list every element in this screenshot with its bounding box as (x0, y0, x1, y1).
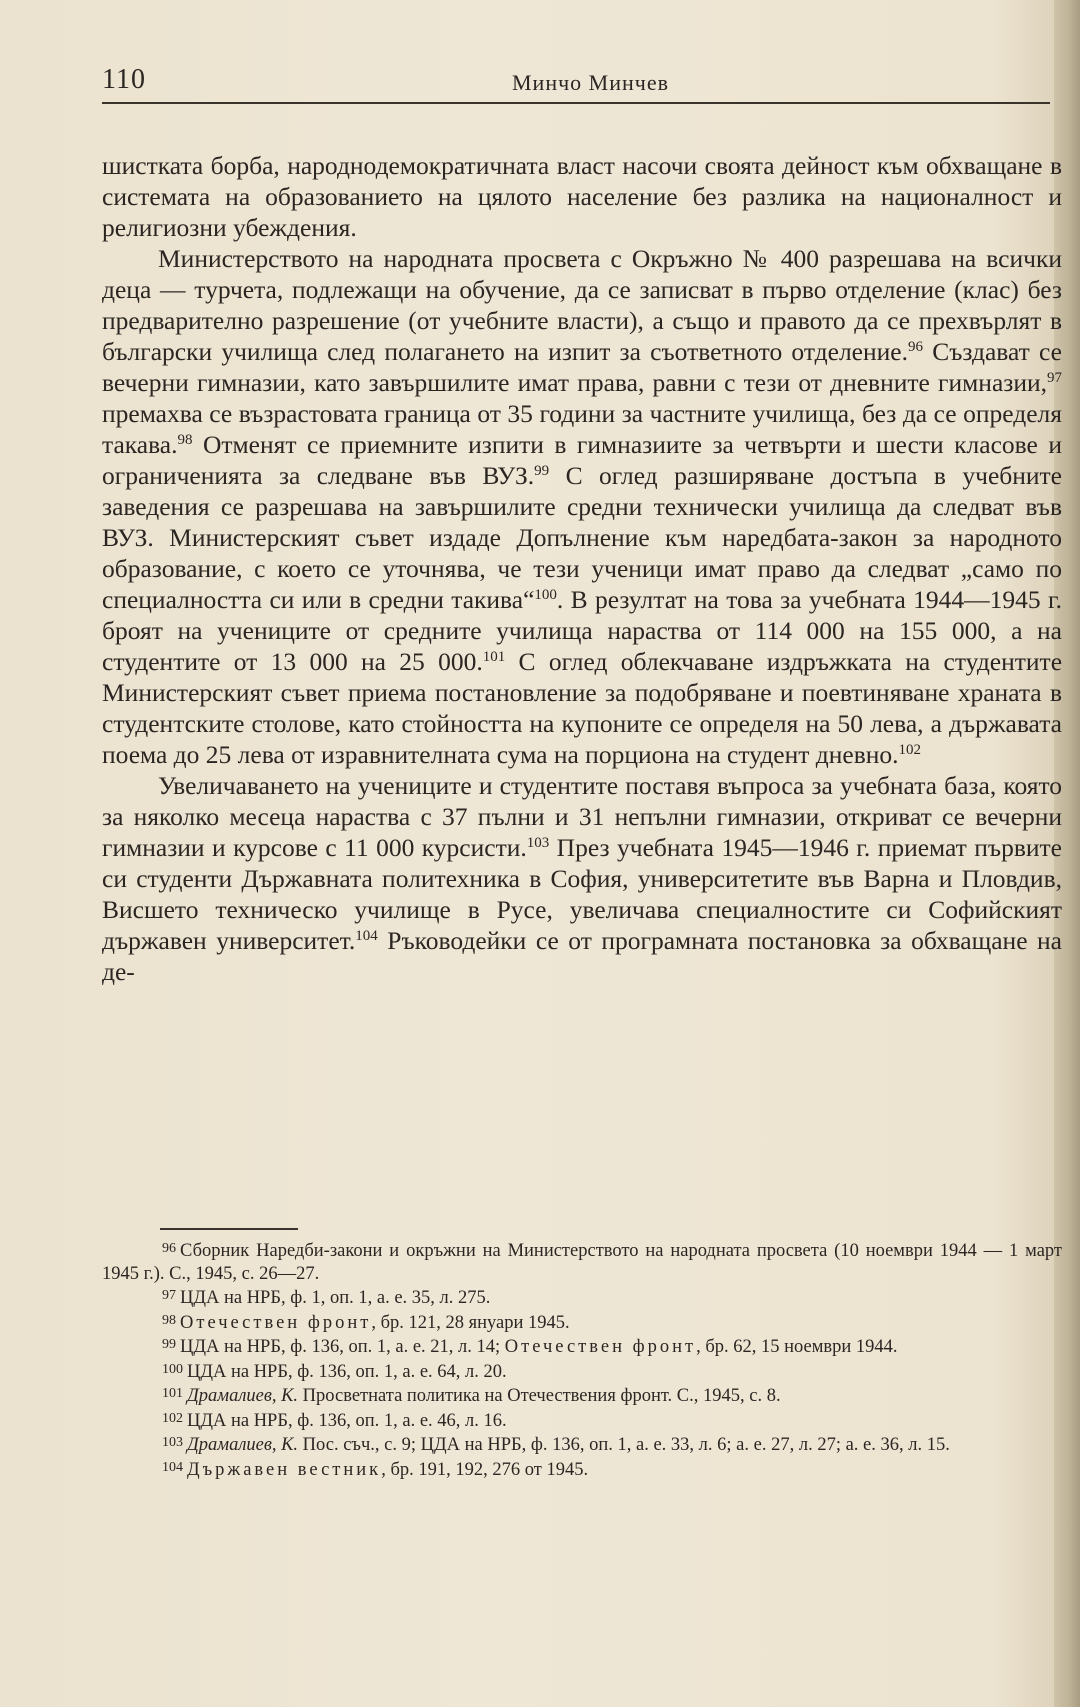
footnote-text: ЦДА на НРБ, ф. 136, оп. 1, а. е. 21, л. 14; (180, 1337, 505, 1357)
footnote-100 (102, 1359, 1062, 1384)
footnote-text: ЦДА на НРБ, ф. 136, оп. 1, а. е. 46, л. 16. (187, 1410, 507, 1431)
footnote-103 (102, 1432, 1062, 1457)
footnote-author: Драмалиев, К. (187, 1386, 299, 1406)
footnote-number: 98 (162, 1312, 176, 1328)
page-number: 110 (102, 64, 146, 95)
footnote-101 (102, 1383, 1062, 1408)
footnote-ref-103[interactable]: 103 (526, 835, 550, 851)
footnote-ref-99[interactable]: 99 (534, 463, 550, 479)
footnote-source-title: Отечествен фронт (504, 1337, 697, 1357)
page-header (102, 64, 1054, 104)
footnote-text: , бр. 62, 15 ноември 1944. (696, 1337, 898, 1357)
footnote-ref-104[interactable]: 104 (355, 928, 378, 944)
paragraph-2-text-c: премахва се възрастовата граница от 35 години за частните училища, без да се определя такава. (102, 399, 1062, 459)
footnote-source-title: Държавен вестник (187, 1459, 382, 1480)
footnote-number: 96 (162, 1241, 176, 1256)
footnote-96 (102, 1238, 1062, 1285)
footnotes (102, 1238, 1062, 1481)
footnote-text: Просветната политика на Отечествения фронт. С., 1945, с. 8. (298, 1386, 781, 1406)
paragraph-2-text-e: С оглед разширяване достъпа в учебните заведения се разрешава на завършилите средни технически училища да следват във ВУЗ. Министерският съвет издаде Допълнение към наредбата-закон за народното образование, с което се уточнява, че тези ученици имат право да следват „само по специалността си или в средни такива“ (102, 461, 1062, 614)
footnote-ref-98[interactable]: 98 (177, 432, 193, 448)
paragraph-2-text-d: Отменят се приемните изпити в гимназиите за четвърти и шести класове и ограниченията за следване във ВУЗ. (102, 430, 1062, 490)
paragraph-3-text-a: Увеличаването на учениците и студентите поставя въпроса за учебната база, която за няколко месеца нараства с 37 пълни и 31 непълни гимназии, откриват се вечерни гимназии и курсове с 11 000 курсисти. (102, 771, 1062, 862)
footnote-ref-97[interactable]: 97 (1047, 370, 1062, 386)
footnote-text: , бр. 121, 28 януари 1945. (371, 1312, 570, 1333)
footnote-author: Драмалиев, К. (187, 1435, 299, 1455)
paragraph-2 (102, 243, 1062, 770)
paragraph-2-text-g: С оглед облекчаване издръжката на студентите Министерският съвет приема постановление за подобряване и поевтиняване храната в студентските столове, като стойността на купоните се определя на 50 лева, а държавата поема до 25 лева от изравнителната сума на порциона на студент дневно. (102, 647, 1063, 769)
paragraph-3-text-b: През учебната 1945—1946 г. приемат първите си студенти Държавната политехника в София, университетите във Варна и Пловдив, Висшето техническо училище в Русе, увеличава специалностите си Софийският държавен университет. (102, 833, 1062, 955)
footnote-ref-96[interactable]: 96 (907, 339, 923, 355)
paragraph-3 (102, 770, 1062, 987)
paragraph-2-text-a: Министерството на народната просвета с Окръжно № 400 разрешава на всички деца — турчета, подлежащи на обучение, да се записват в първо отделение (клас) без предварително разрешение (от учебните власти), а също и правото да се прехвърлят в български училища след полагането на изпит за съответното отделение. (102, 244, 1062, 366)
footnote-source-title: Отечествен фронт (180, 1312, 372, 1333)
header-rule (102, 102, 1050, 104)
footnote-ref-102[interactable]: 102 (898, 742, 922, 758)
footnote-number: 103 (162, 1435, 183, 1450)
paragraph-1 (102, 150, 1062, 243)
footnote-text: ЦДА на НРБ, ф. 1, оп. 1, а. е. 35, л. 275. (180, 1288, 491, 1308)
paragraph-3-text-c: Ръководейки се от програмната постановка за обхващане на де- (102, 926, 1063, 986)
footnote-rule (160, 1228, 298, 1230)
running-head: Минчо Минчев (512, 70, 669, 95)
footnote-ref-100[interactable]: 100 (534, 587, 557, 603)
footnote-ref-101[interactable]: 101 (482, 649, 506, 665)
footnote-number: 101 (162, 1386, 183, 1401)
footnote-number: 104 (162, 1459, 183, 1475)
footnote-99 (102, 1334, 1062, 1359)
footnote-104 (102, 1457, 1062, 1482)
footnote-text: , бр. 191, 192, 276 от 1945. (381, 1459, 589, 1480)
paragraph-2-text-f: . В резултат на това за учебната 1944—1945 г. броят на учениците от средните училища нараства от 114 000 на 155 000, а на студентите от 13 000 на 25 000. (102, 585, 1062, 676)
footnote-98 (102, 1310, 1062, 1335)
footnote-102 (102, 1408, 1062, 1433)
footnote-number: 100 (162, 1361, 183, 1377)
footnote-text: Пос. съч., с. 9; ЦДА на НРБ, ф. 136, оп. 1, а. е. 33, л. 6; а. е. 27, л. 27; а. е. 36, л. 15. (298, 1435, 950, 1455)
footnote-97 (102, 1285, 1062, 1310)
paragraph-1-text: шистката борба, народнодемократичната власт насочи своята дейност към обхващане в системата на образованието на цялото население без разлика на националност и религиозни убеждения. (102, 151, 1062, 242)
paragraph-2-text-b: Създават се вечерни гимназии, като завършилите имат права, равни с тези от дневните гимназии, (102, 337, 1062, 397)
body-text (102, 150, 1062, 987)
footnote-number: 99 (162, 1337, 176, 1352)
footnote-number: 102 (162, 1410, 183, 1426)
footnote-number: 97 (162, 1288, 176, 1303)
footnote-text: ЦДА на НРБ, ф. 136, оп. 1, а. е. 64, л. 20. (187, 1361, 507, 1382)
footnote-text: Сборник Наредби-закони и окръжни на Министерството на народната просвета (10 ноември 1944 — 1 март 1945 г.). С., 1945, с. 26—27. (102, 1241, 1062, 1284)
